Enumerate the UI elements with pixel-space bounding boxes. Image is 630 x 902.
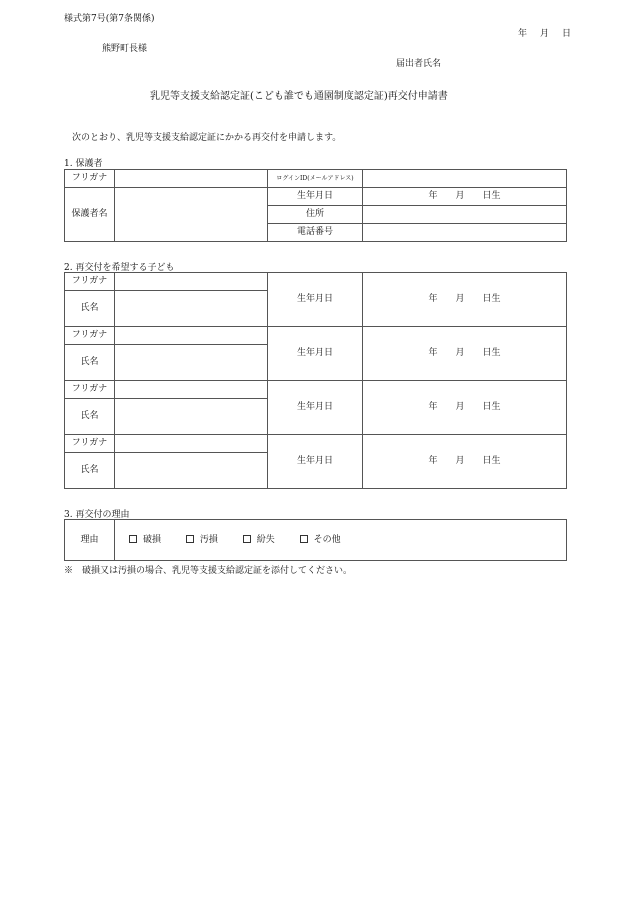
reason-option-other[interactable]: その他 [300,535,341,545]
child4-name-label: 氏名 [65,453,115,489]
child3-name-field[interactable] [115,399,268,435]
child1-furigana-label: フリガナ [65,273,115,291]
child3-name-label: 氏名 [65,399,115,435]
checkbox-icon[interactable] [129,535,137,543]
guardian-birthdate-label: 生年月日 [268,188,363,206]
child4-name-field[interactable] [115,453,268,489]
checkbox-icon[interactable] [243,535,251,543]
child2-name-label: 氏名 [65,345,115,381]
section3-heading: 3. 再交付の理由 [64,510,130,520]
child2-name-field[interactable] [115,345,268,381]
child4-birthdate-field[interactable]: 年 月 日生 [363,435,567,489]
login-id-field[interactable] [363,170,567,188]
reason-option-soiled[interactable]: 汚損 [186,535,218,545]
reason-option-damaged[interactable]: 破損 [129,535,161,545]
child2-birthdate-label: 生年月日 [268,327,363,381]
phone-field[interactable] [363,224,567,242]
child2-furigana-field[interactable] [115,327,268,345]
login-id-label: ログインID(メールアドレス) [268,170,363,188]
guardian-name-field[interactable] [115,188,268,242]
child4-birthdate-label: 生年月日 [268,435,363,489]
attachment-note: ※ 破損又は汚損の場合、乳児等支援支給認定証を添付してください。 [64,566,353,576]
page-title: 乳児等支援支給認定証(こども誰でも通園制度認定証)再交付申請書 [150,91,448,102]
child3-birthdate-field[interactable]: 年 月 日生 [363,381,567,435]
address-field[interactable] [363,206,567,224]
child3-furigana-field[interactable] [115,381,268,399]
child1-name-field[interactable] [115,291,268,327]
child1-name-label: 氏名 [65,291,115,327]
child4-furigana-label: フリガナ [65,435,115,453]
child2-birthdate-field[interactable]: 年 月 日生 [363,327,567,381]
guardian-furigana-field[interactable] [115,170,268,188]
child3-birthdate-label: 生年月日 [268,381,363,435]
child4-furigana-field[interactable] [115,435,268,453]
reason-options [115,520,567,561]
phone-label: 電話番号 [268,224,363,242]
intro-text: 次のとおり、乳児等支援支給認定証にかかる再交付を申請します。 [72,133,342,143]
reason-table [64,519,567,561]
child2-furigana-label: フリガナ [65,327,115,345]
section1-heading: 1. 保護者 [64,159,103,169]
child1-furigana-field[interactable] [115,273,268,291]
checkbox-icon[interactable] [300,535,308,543]
addressee: 熊野町長様 [102,44,148,54]
furigana-label: フリガナ [65,170,115,188]
reason-label: 理由 [65,520,115,561]
guardian-table [64,169,567,242]
guardian-name-label: 保護者名 [65,188,115,242]
children-table [64,272,567,489]
child3-furigana-label: フリガナ [65,381,115,399]
address-label: 住所 [268,206,363,224]
child1-birthdate-field[interactable]: 年 月 日生 [363,273,567,327]
guardian-birthdate-field[interactable]: 年 月 日生 [363,188,567,206]
applicant-name-label: 届出者氏名 [396,59,442,69]
section2-heading: 2. 再交付を希望する子ども [64,263,175,273]
reason-option-lost[interactable]: 紛失 [243,535,275,545]
form-number: 様式第7号(第7条関係) [64,14,155,24]
checkbox-icon[interactable] [186,535,194,543]
date-line: 年 月 日 [518,29,574,39]
child1-birthdate-label: 生年月日 [268,273,363,327]
